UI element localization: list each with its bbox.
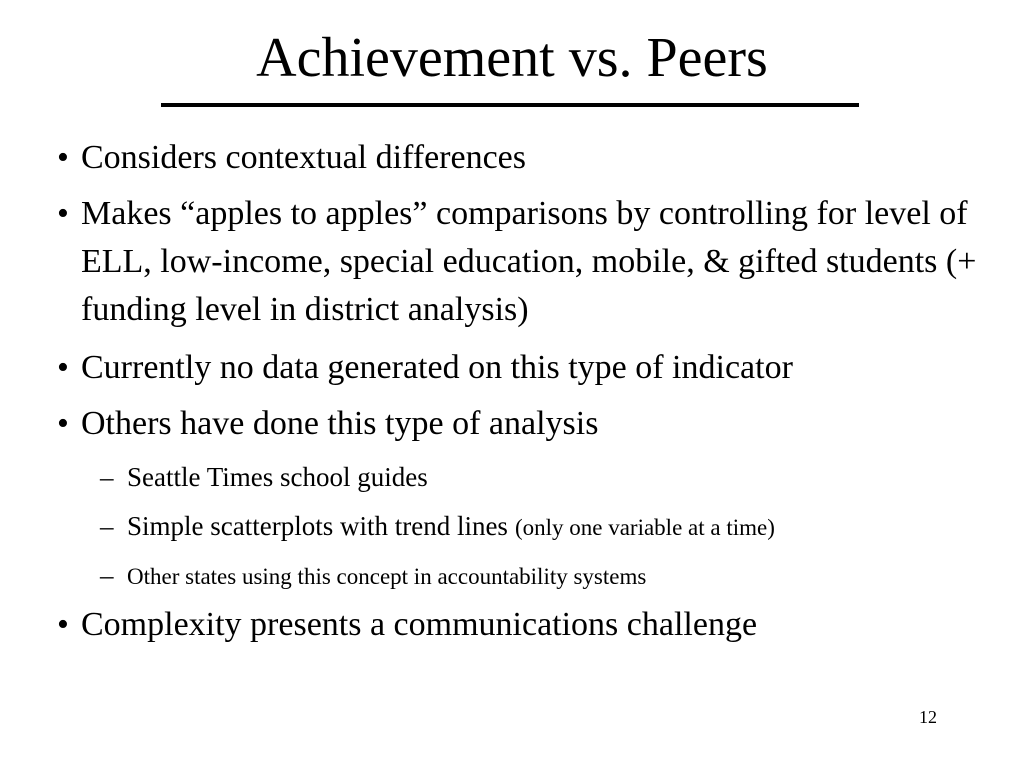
bullet-marker: •: [57, 405, 69, 442]
bullet-item: [57, 344, 1001, 392]
bullet-text: Currently no data generated on this type of indicator: [81, 349, 793, 386]
bullet-item: [57, 190, 1001, 334]
sub-bullet-item: [100, 508, 775, 546]
sub-bullet-text: Seattle Times school guides: [127, 462, 428, 492]
bullet-marker: •: [57, 349, 69, 386]
sub-bullet-marker: –: [100, 560, 114, 590]
sub-bullet-text: Other states using this concept in accountability systems: [127, 564, 647, 589]
bullet-text: Others have done this type of analysis: [81, 405, 599, 442]
page-number: 12: [919, 707, 937, 727]
bullet-text: Considers contextual differences: [81, 139, 527, 176]
slide-title: Achievement vs. Peers: [256, 27, 768, 89]
sub-bullet-note: (only one variable at a time): [514, 515, 775, 540]
bullet-marker: •: [57, 139, 69, 176]
bullet-marker: •: [57, 195, 69, 232]
bullet-text: Complexity presents a communications challenge: [81, 606, 758, 643]
bullet-marker: •: [57, 606, 69, 643]
sub-bullet-marker: –: [100, 462, 114, 492]
bullet-item: [57, 134, 1001, 182]
bullet-text: Makes “apples to apples” comparisons by controlling for level of ELL, low-income, special education, mobile, & gifted students (+ funding level in district analysis): [81, 195, 977, 328]
sub-bullet-marker: –: [100, 511, 114, 541]
sub-bullet-item: [100, 557, 646, 595]
bullet-item: [57, 400, 1001, 448]
bullet-item: [57, 601, 1001, 649]
sub-bullet-item: [100, 459, 428, 495]
sub-bullet-text: Simple scatterplots with trend lines: [127, 511, 508, 541]
